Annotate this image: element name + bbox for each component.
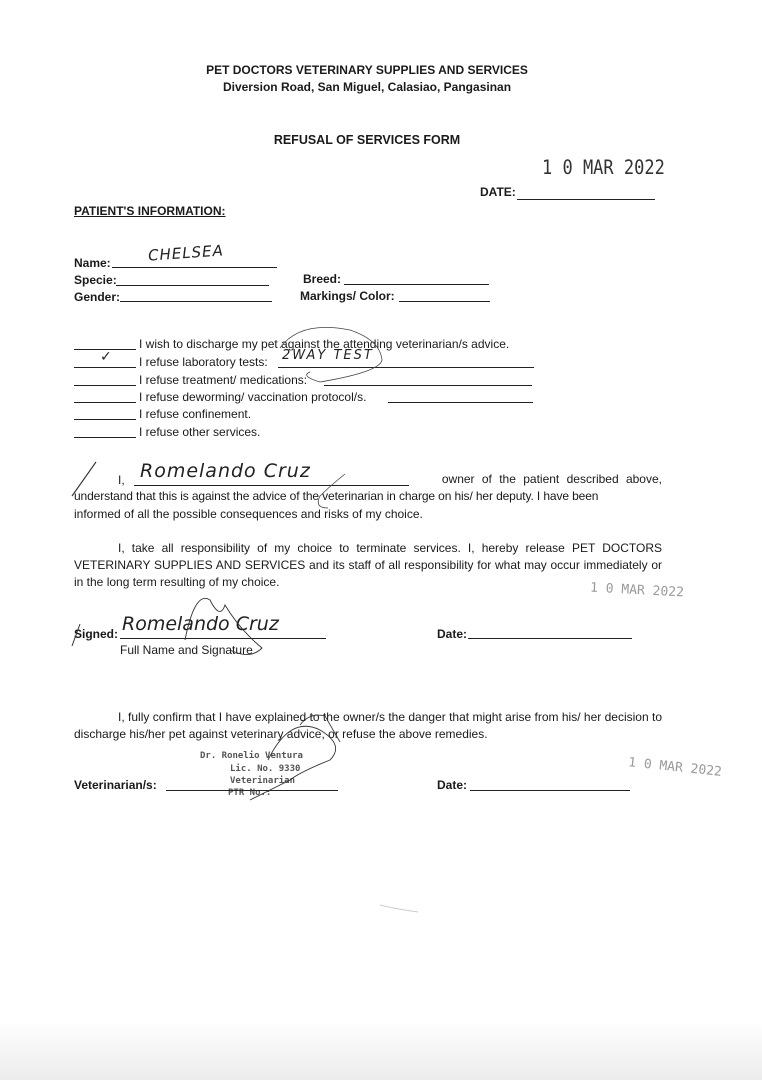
gender-label: Gender: bbox=[74, 290, 121, 304]
check-mark: ✓ bbox=[100, 349, 112, 365]
scan-shadow bbox=[0, 1020, 762, 1080]
pen-stroke bbox=[72, 624, 80, 646]
date-label: DATE: bbox=[480, 185, 516, 199]
vet-date-stamp: 1 0 MAR 2022 bbox=[627, 755, 723, 780]
lab-test-note-handwriting: 2WAY TEST bbox=[282, 348, 374, 363]
responsibility-paragraph: I, take all responsibility of my choice to terminate services. I, hereby release PET DOCTORS VETERINARY SUPPLIES AND SERVICES and its staff of all responsibility for what may occur immediately or in the long term resulting of my choice. bbox=[74, 541, 662, 589]
vet-stamp-title: Veterinarian bbox=[230, 776, 296, 786]
specie-label: Specie: bbox=[74, 273, 117, 287]
signed-date-label: Date: bbox=[437, 627, 468, 641]
checklist-item: I wish to discharge my pet against the attending veterinarian/s advice. bbox=[139, 337, 510, 351]
checklist-item: I refuse confinement. bbox=[139, 407, 252, 421]
vet-signature-stroke bbox=[300, 715, 340, 742]
form-title: REFUSAL OF SERVICES FORM bbox=[273, 133, 461, 147]
confirmation-paragraph: I, fully confirm that I have explained to the owner/s the danger that might arise from his/ her decision to discharge his/her pet against veterinary advice, or refuse the above remedies. bbox=[74, 710, 662, 741]
veterinarian-label: Veterinarian/s: bbox=[74, 778, 157, 792]
vet-stamp-name: Dr. Ronelio Ventura bbox=[200, 751, 303, 761]
statement-line2: understand that this is against the advice of the veterinarian in charge on his/ her deputy. I have been bbox=[74, 489, 599, 503]
checklist-item: I refuse deworming/ vaccination protocol/s. bbox=[139, 390, 367, 404]
breed-label: Breed: bbox=[303, 272, 342, 286]
pen-stroke bbox=[72, 462, 96, 496]
owner-signature-flourish bbox=[185, 598, 262, 654]
patient-section-title: PATIENT'S INFORMATION: bbox=[74, 204, 226, 218]
checklist-item: I refuse other services. bbox=[139, 425, 261, 439]
company-address: Diversion Road, San Miguel, Calasiao, Pangasinan bbox=[222, 80, 512, 94]
checklist-item: I refuse laboratory tests: bbox=[139, 355, 268, 369]
owner-signature: Romelando Cruz bbox=[122, 613, 279, 635]
pen-scribble bbox=[280, 327, 382, 382]
patient-name-handwriting: CHELSEA bbox=[147, 241, 225, 265]
pen-scribble bbox=[318, 474, 345, 508]
date-stamp: 1 0 MAR 2022 bbox=[542, 156, 665, 180]
statement-prefix: I, bbox=[118, 473, 125, 487]
scan-smudge bbox=[380, 905, 418, 912]
statement-line3: informed of all the possible consequences and risks of my choice. bbox=[74, 507, 423, 521]
markings-label: Markings/ Color: bbox=[300, 289, 395, 303]
vet-signature bbox=[250, 726, 336, 800]
name-label: Name: bbox=[74, 256, 111, 270]
full-name-signature-label: Full Name and Signature bbox=[120, 643, 253, 657]
owner-name-handwriting: Romelando Cruz bbox=[140, 460, 311, 482]
vet-date-label: Date: bbox=[437, 778, 468, 792]
vet-stamp-ptr: PTR No.: bbox=[228, 788, 272, 798]
checklist-item: I refuse treatment/ medications: bbox=[139, 373, 308, 387]
signed-label: Signed: bbox=[74, 627, 118, 641]
vet-stamp-license: Lic. No. 9330 bbox=[230, 764, 301, 774]
statement-line1: owner of the patient described above, bbox=[441, 472, 662, 486]
company-name: PET DOCTORS VETERINARY SUPPLIES AND SERVICES bbox=[206, 63, 528, 77]
faded-date-stamp: 1 0 MAR 2022 bbox=[589, 580, 685, 601]
